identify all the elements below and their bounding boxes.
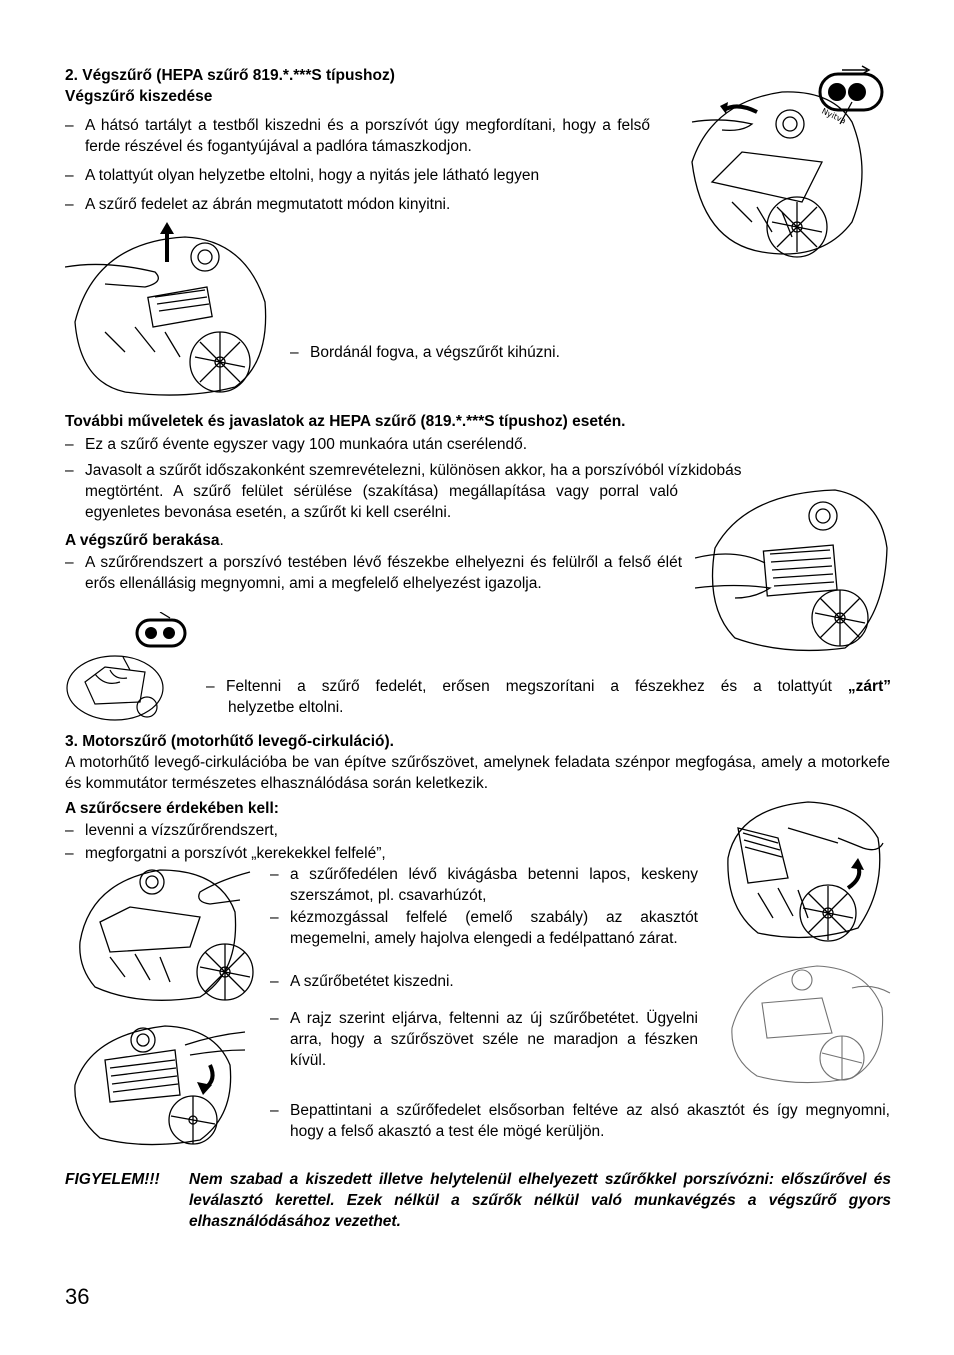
list-item-text: Ez a szűrő évente egyszer vagy 100 munkaóra után cserélendő. bbox=[85, 436, 528, 453]
warning-label: FIGYELEM!!! bbox=[65, 1171, 160, 1188]
list-dash: – bbox=[270, 973, 279, 990]
insert-title-dot: . bbox=[219, 532, 224, 549]
list-item-text: levenni a vízszűrőrendszert, bbox=[85, 822, 278, 839]
page-number: 36 bbox=[65, 1284, 90, 1309]
open-label: Nyitva bbox=[820, 106, 848, 126]
list-item bbox=[270, 1008, 698, 1071]
cover-close-item bbox=[206, 676, 891, 718]
list-item-continuation: helyzetbe eltolni. bbox=[228, 699, 344, 716]
list-item bbox=[65, 434, 885, 455]
insert-title: A végszűrő berakása bbox=[65, 532, 220, 549]
list-item-continuation: megtörtént. A szűrő felület sérülése (szakítása) megállapítása vagy porral való egyenletes bevonása esetén, a szűrőt ki kell cserélni. bbox=[85, 483, 678, 521]
section-3-title: 3. Motorszűrő (motorhűtő levegő-cirkuláció). bbox=[65, 733, 394, 750]
closed-label: „zárt” bbox=[847, 678, 891, 695]
list-item-text: A hátsó tartályt a testből kiszedni és a porszívót úgy megfordítani, hogy a felső ferde részével és fogantyújával a padlóra támaszkodjon. bbox=[85, 117, 650, 155]
list-dash: – bbox=[206, 678, 215, 695]
list-dash: – bbox=[270, 1010, 279, 1027]
list-dash: – bbox=[65, 117, 74, 134]
list-item-text: Bordánál fogva, a végszűrőt kihúzni. bbox=[310, 344, 560, 361]
list-dash: – bbox=[65, 845, 74, 862]
list-item-text: Javasolt a szűrőt időszakonként szemrevételezni, különösen akkor, ha a porszívóból vízkidobás bbox=[85, 462, 742, 479]
list-item-text: A szűrő fedelet az ábrán megmutatott módon kinyitni. bbox=[85, 196, 451, 213]
list-item-text: Feltenni a szűrő fedelét, erősen megszorítani a fészekhez és a tolattyút bbox=[226, 678, 832, 695]
list-dash: – bbox=[270, 1102, 279, 1119]
list-item-text: A szűrőrendszert a porszívó testében lévő fészekbe elhelyezni és felülről a felső élét erős ellenállásig megnyomni, ami a megfelelő elhelyezést igazolja. bbox=[85, 554, 682, 592]
list-item bbox=[65, 460, 890, 481]
list-item bbox=[65, 820, 565, 841]
list-item-text: A szűrőbetétet kiszedni. bbox=[290, 973, 454, 990]
list-dash: – bbox=[270, 866, 279, 883]
screwdriver-lever-figure bbox=[718, 798, 888, 946]
list-item bbox=[65, 194, 650, 215]
list-item bbox=[65, 552, 682, 594]
list-item bbox=[290, 342, 690, 363]
warning-text: Nem szabad a kiszedett illetve helytelenül elhelyezett szűrőkkel porszívózni: előszűrővel és leválasztó kerettel. Ezek nélkül a szűrők nélkül való munkavégzés a végszűrő gyors elhasználódásához vezethet. bbox=[189, 1171, 891, 1230]
list-item-text: megforgatni a porszívót „kerekekkel felfelé”, bbox=[85, 845, 386, 862]
cover-close-line bbox=[226, 676, 891, 697]
list-dash: – bbox=[65, 196, 74, 213]
list-item-text: A tolattyút olyan helyzetbe eltolni, hogy a nyitás jele látható legyen bbox=[85, 167, 540, 184]
list-item-text: kézmozgással felfelé (emelő szabály) az akasztót megemelni, amely hajolva elengedi a fedélpattanó zárat. bbox=[290, 909, 698, 947]
vacuum-open-cover-figure bbox=[672, 62, 892, 272]
list-item bbox=[270, 864, 698, 906]
section-3-subtitle: A szűrőcsere érdekében kell: bbox=[65, 800, 279, 817]
section-3-paragraph: A motorhűtő levegő-cirkulációba be van építve szűrőszövet, amelynek feladata szénpor megfogása, amely a motorkefe és kommutátor természetes elhasználódása során keletkezik. bbox=[65, 754, 890, 792]
list-dash: – bbox=[65, 462, 74, 479]
filter-insert-figure bbox=[695, 488, 890, 656]
list-dash: – bbox=[65, 167, 74, 184]
list-dash: – bbox=[270, 909, 279, 926]
further-title: További műveletek és javaslatok az HEPA szűrő (819.*.***S típushoz) esetén. bbox=[65, 413, 626, 430]
list-item-text: Bepattintani a szűrőfedelet elsősorban feltéve az alsó akasztót és így megnyomni, hogy a felső akasztó a test éle mögé kerüljön. bbox=[290, 1102, 890, 1140]
insert-title-wrap bbox=[65, 530, 224, 551]
list-dash: – bbox=[65, 822, 74, 839]
filter-pull-figure bbox=[65, 222, 275, 400]
motor-filter-open-figure bbox=[70, 862, 260, 1007]
list-dash: – bbox=[65, 554, 74, 571]
motor-filter-insert-figure bbox=[65, 1020, 250, 1150]
list-item bbox=[65, 165, 650, 186]
list-item bbox=[270, 971, 698, 992]
motor-filter-remove-figure bbox=[722, 958, 892, 1088]
list-item bbox=[65, 115, 650, 157]
list-item bbox=[270, 1100, 890, 1142]
list-dash: – bbox=[65, 436, 74, 453]
section-2-subtitle: Végszűrő kiszedése bbox=[65, 88, 213, 105]
list-item bbox=[270, 907, 698, 949]
list-item bbox=[65, 843, 565, 864]
list-item-text: A rajz szerint eljárva, feltenni az új szűrőbetétet. Ügyelni arra, hogy a szűrőszövet széle ne maradjon a fészken kívül. bbox=[290, 1010, 698, 1069]
list-dash: – bbox=[290, 344, 299, 361]
cover-close-figure bbox=[65, 612, 195, 722]
list-item-text: a szűrőfedélen lévő kivágásba betenni lapos, keskeny szerszámot, pl. csavarhúzót, bbox=[290, 866, 698, 904]
section-2-title: 2. Végszűrő (HEPA szűrő 819.*.***S típushoz) bbox=[65, 67, 395, 84]
